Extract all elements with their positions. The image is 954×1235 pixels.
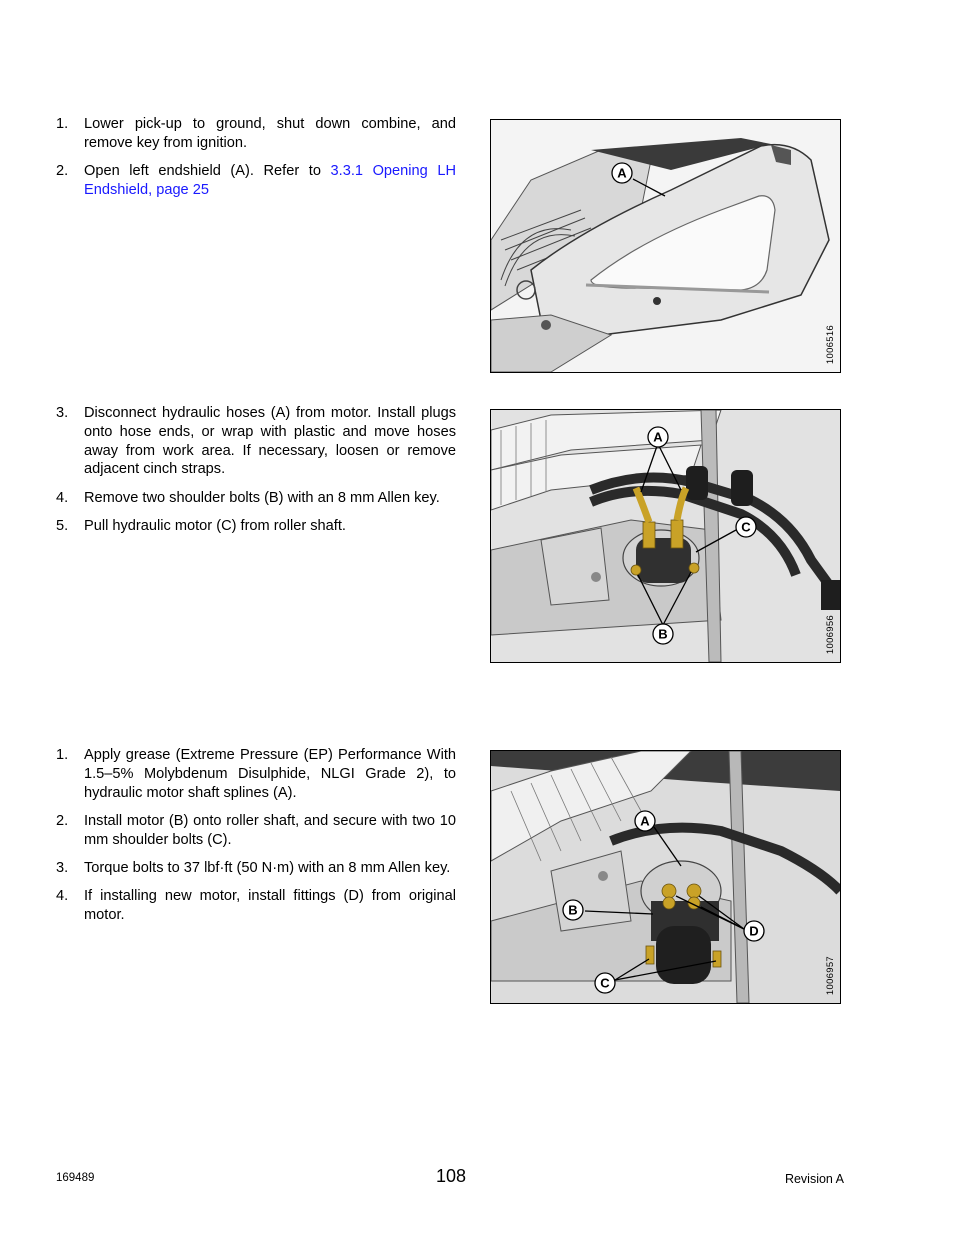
step-text: Disconnect hydraulic hoses (A) from motor. Install plugs onto hose ends, or wrap with plastic and move hoses away from work area. If necessary, loosen or remove adjacent cinch straps. [84,405,456,478]
step-item [56,162,456,200]
steps-section-2 [56,404,456,545]
cross-reference-link[interactable]: 3.3.1 Opening LH Endshield, page 25 [84,162,456,198]
figure-endshield [490,119,841,373]
step-text: Lower pick-up to ground, shut down combine, and remove key from ignition. [84,116,456,151]
endshield-illustration [491,120,840,372]
step-text: If installing new motor, install fittings (D) from original motor. [84,887,456,923]
steps-section-3 [56,746,456,934]
figure-motor-install [490,750,841,1004]
step-item [56,887,456,925]
page-number: 108 [436,1166,467,1186]
step-text: Install motor (B) onto roller shaft, and secure with two 10 mm shoulder bolts (C). [84,812,456,848]
figure-id: 1006956 [825,614,836,654]
step-item [56,746,456,802]
step-number: 2. [56,162,69,179]
step-number: 4. [56,887,69,904]
step-text: Torque bolts to 37 lbf·ft (50 N·m) with an 8 mm Allen key. [84,859,451,876]
callout-b: B [658,626,668,642]
revision-label: Revision A [784,1172,844,1186]
figure-id: 1006516 [825,324,836,364]
step-text-part: Open left endshield (A). Refer to [84,162,331,179]
callout-a: A [640,813,650,829]
step-text: Remove two shoulder bolts (B) with an 8 mm Allen key. [84,489,440,506]
step-number: 3. [56,859,69,876]
callout-c: C [600,975,610,991]
step-item [56,812,456,850]
step-number: 3. [56,405,69,421]
steps-section-1 [56,115,456,209]
step-number: 1. [56,116,69,132]
figure-motor-removal [490,409,841,663]
step-item [56,404,456,479]
callout-a: A [653,429,663,445]
callout-a: A [617,165,627,181]
step-item [56,115,456,153]
step-number: 1. [56,747,69,763]
step-text [84,162,456,200]
step-item [56,517,456,536]
motor-removal-illustration [491,410,840,662]
callout-d: D [749,923,759,939]
callout-b: B [568,902,578,918]
step-item [56,859,456,878]
motor-install-illustration [491,751,840,1003]
step-number: 2. [56,812,69,829]
step-number: 4. [56,489,69,506]
step-item [56,489,456,508]
step-number: 5. [56,517,69,534]
document-number: 169489 [56,1172,95,1184]
step-text: Apply grease (Extreme Pressure (EP) Performance With 1.5–5% Molybdenum Disulphide, NLGI Grade 2), to hydraulic motor shaft splines (A). [84,747,456,801]
figure-id: 1006957 [825,955,836,995]
callout-c: C [741,519,751,535]
step-text: Pull hydraulic motor (C) from roller shaft. [84,517,346,534]
